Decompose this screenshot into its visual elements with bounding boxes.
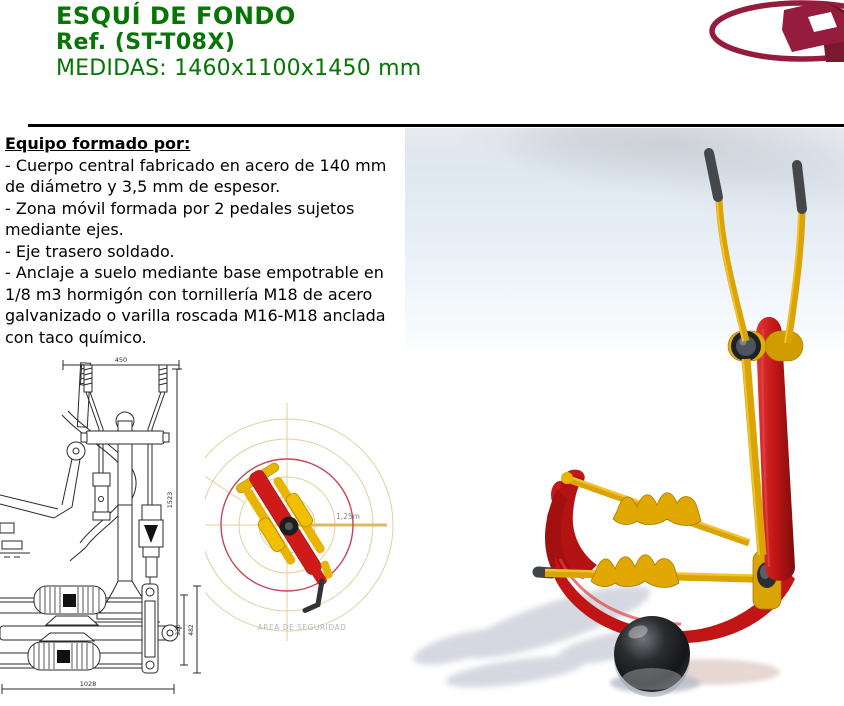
front-width-dim: 450 xyxy=(114,356,128,364)
plan-outer-dim: 482 xyxy=(188,624,195,636)
product-dimensions: MEDIDAS: 1460x1100x1450 mm xyxy=(56,56,422,82)
handlebars xyxy=(709,153,802,343)
safety-area-diagram xyxy=(205,403,410,656)
upper-pedal xyxy=(561,472,749,543)
machine-render xyxy=(405,127,844,706)
plan-inner-dim: 326 xyxy=(175,624,182,636)
right-grip xyxy=(797,165,802,209)
equipment-item: - Zona móvil formada por 2 pedales sujetos mediante ejes. xyxy=(5,198,355,239)
page-title-block xyxy=(56,2,421,82)
radius-label: 1,25m xyxy=(335,512,361,521)
side-view-drawing xyxy=(0,363,136,561)
product-ref: Ref. (ST-T08X) xyxy=(56,30,236,56)
product-title: ESQUÍ DE FONDO xyxy=(56,2,296,30)
technical-drawings xyxy=(0,355,215,706)
safety-caption: AREA DE SEGURIDAD xyxy=(257,623,347,632)
front-height-dim: 1523 xyxy=(166,491,174,509)
equipment-item: - Eje trasero soldado. xyxy=(5,241,175,261)
equipment-item: - Anclaje a suelo mediante base empotrable en 1/8 m3 hormigón con tornillería M18 de acero galvanizado o varilla roscada M16-M18 anclada con taco químico. xyxy=(5,263,386,347)
equipment-item: - Cuerpo central fabricado en acero de 140 mm de diámetro y 3,5 mm de espesor. xyxy=(5,155,387,196)
equipment-description xyxy=(5,133,407,348)
plan-view-drawing xyxy=(0,584,201,694)
plan-length-dim: 1028 xyxy=(79,680,97,688)
brand-logo-icon xyxy=(694,0,844,70)
equipment-heading: Equipo formado por: xyxy=(5,134,191,153)
brand-logo xyxy=(694,0,844,70)
base-sphere xyxy=(614,616,690,697)
left-grip xyxy=(709,153,718,197)
product-render xyxy=(405,127,844,706)
